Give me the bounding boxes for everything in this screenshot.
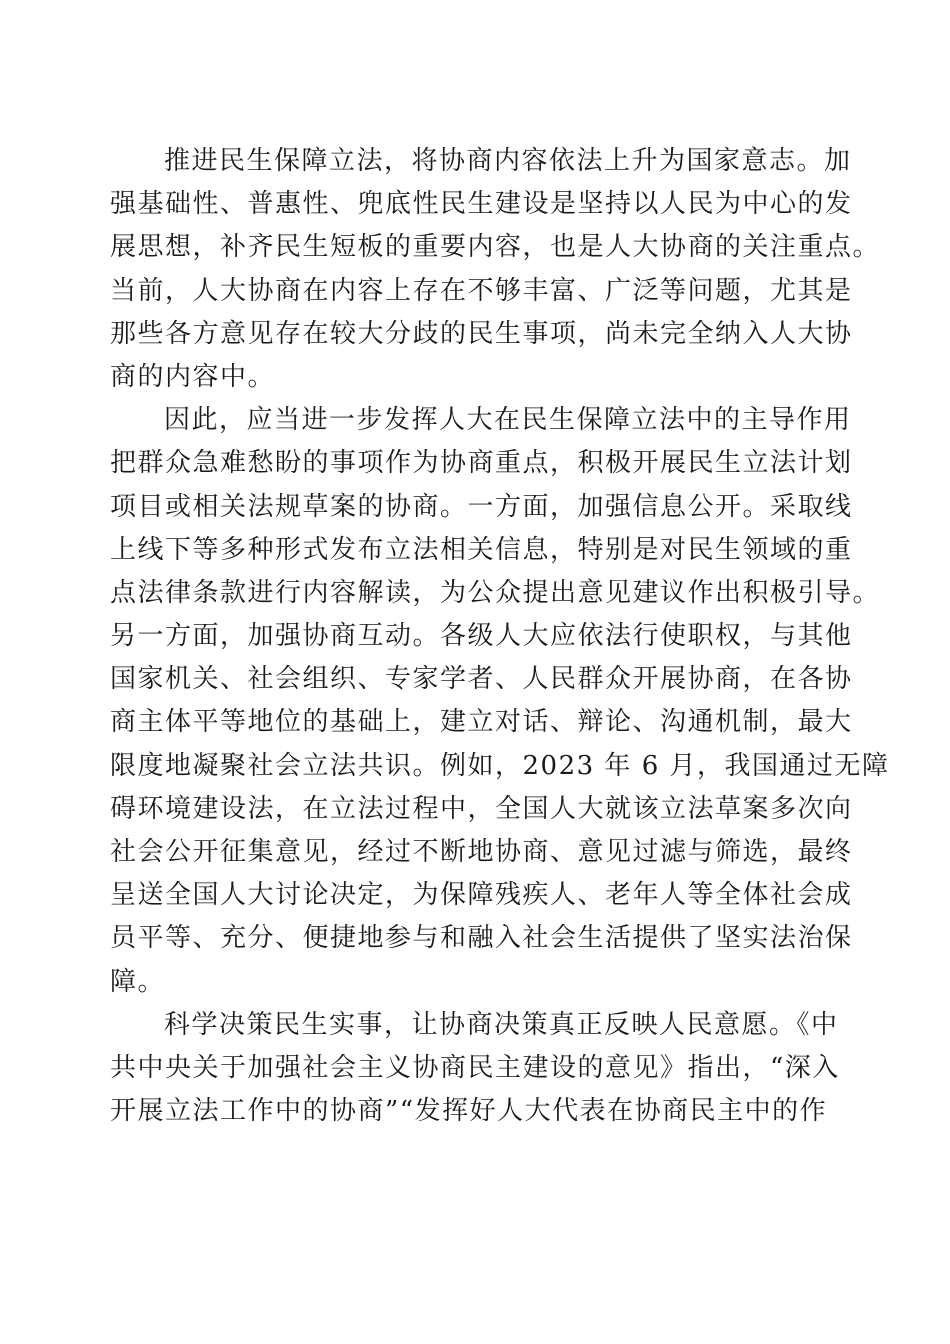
paragraph-line: 点法律条款进行内容解读，为公众提出意见建议作出积极引导。 <box>110 577 881 608</box>
paragraph-line: 社会公开征集意见，经过不断地协商、意见过滤与筛选，最终 <box>110 837 853 867</box>
paragraph-1 <box>110 140 881 399</box>
paragraph-2 <box>110 399 890 1004</box>
paragraph-line: 碍环境建设法，在立法过程中，全国人大就该立法草案多次向 <box>110 793 853 824</box>
paragraph-line: 展思想，补齐民生短板的重要内容，也是人大协商的关注重点。 <box>110 232 881 263</box>
paragraph-line: 障。 <box>110 966 166 997</box>
paragraph-line: 把群众急难愁盼的事项作为协商重点，积极开展民生立法计划 <box>110 448 853 479</box>
paragraph-line: 那些各方意见存在较大分歧的民生事项，尚未完全纳入人大协 <box>110 318 853 349</box>
document-body <box>110 140 890 1133</box>
paragraph-line: 员平等、充分、便捷地参与和融入社会生活提供了坚实法治保 <box>110 923 853 954</box>
paragraph-line: 呈送全国人大讨论决定，为保障残疾人、老年人等全体社会成 <box>110 880 853 911</box>
paragraph-line: 国家机关、社会组织、专家学者、人民群众开展协商，在各协 <box>110 664 853 695</box>
paragraph-line: 项目或相关法规草案的协商。一方面，加强信息公开。采取线 <box>110 491 853 522</box>
paragraph-line: 限度地凝聚社会立法共识。例如，2023 年 6 月，我国通过无障 <box>110 750 890 781</box>
paragraph-line: 科学决策民生实事，让协商决策真正反映人民意愿。《中 <box>164 1009 839 1040</box>
paragraph-line: 另一方面，加强协商互动。各级人大应依法行使职权，与其他 <box>110 621 853 652</box>
paragraph-line: 强基础性、普惠性、兜底性民生建设是坚持以人民为中心的发 <box>110 189 853 220</box>
paragraph-line: 商主体平等地位的基础上，建立对话、辩论、沟通机制，最大 <box>110 707 853 738</box>
paragraph-line: 推进民生保障立法，将协商内容依法上升为国家意志。加 <box>164 146 852 176</box>
paragraph-line: 开展立法工作中的协商”“发挥好人大代表在协商民主中的作 <box>110 1096 828 1127</box>
paragraph-line: 因此，应当进一步发挥人大在民生保障立法中的主导作用 <box>164 405 852 436</box>
paragraph-3 <box>110 1004 840 1134</box>
paragraph-line: 商的内容中。 <box>110 361 276 392</box>
paragraph-line: 共中央关于加强社会主义协商民主建设的意见》指出，“深入 <box>110 1052 840 1083</box>
paragraph-line: 上线下等多种形式发布立法相关信息，特别是对民生领域的重 <box>110 534 853 565</box>
paragraph-line: 当前，人大协商在内容上存在不够丰富、广泛等问题，尤其是 <box>110 275 853 306</box>
